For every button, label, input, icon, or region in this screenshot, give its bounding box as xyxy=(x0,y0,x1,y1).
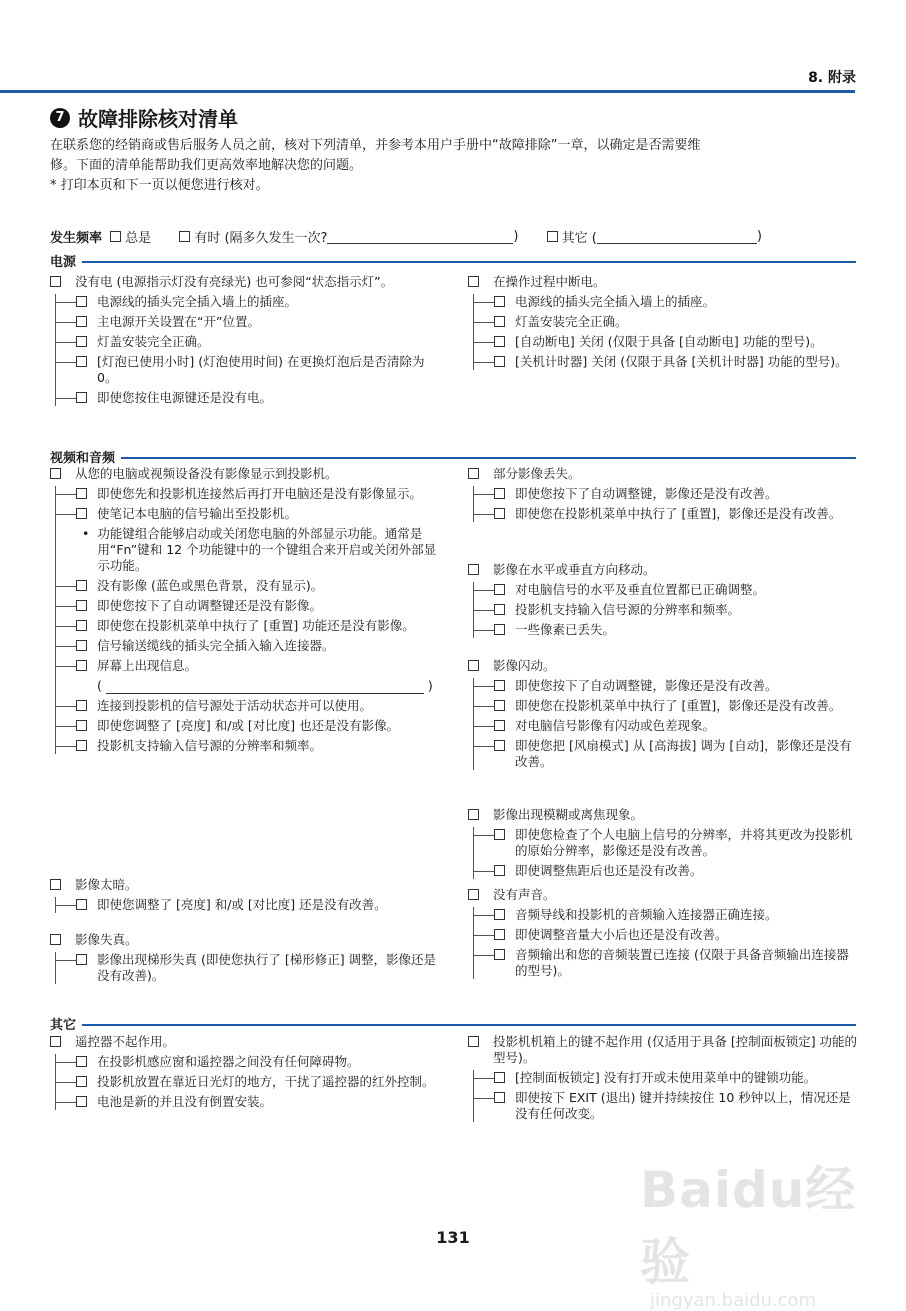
check-item-label: 即使您在投影机菜单中执行了 [重置]，影像还是没有改善。 xyxy=(515,698,842,713)
check-item-label: 即使您调整了 [亮度] 和/或 [对比度] 也还是没有影像。 xyxy=(97,718,400,733)
check-item-label: 主电源开关设置在“开”位置。 xyxy=(97,314,260,329)
section-other-heading xyxy=(50,1014,856,1033)
check-item-label: 即使您按下了自动调整键，影像还是没有改善。 xyxy=(515,678,778,693)
checkbox[interactable] xyxy=(76,954,87,965)
check-item-label: [灯泡已使用小时] (灯泡使用时间) 在更换灯泡后是否清除为 0。 xyxy=(97,354,425,385)
checkbox[interactable] xyxy=(76,1056,87,1067)
checkbox[interactable] xyxy=(494,829,505,840)
checkbox[interactable] xyxy=(76,356,87,367)
check-item-label: 没有电 (电源指示灯没有亮绿光) 也可参阅“状态指示灯”。 xyxy=(75,274,394,289)
page-title-text: 故障排除核对清单 xyxy=(78,107,238,131)
checkbox[interactable] xyxy=(76,600,87,611)
checkbox[interactable] xyxy=(468,1036,479,1047)
checkbox[interactable] xyxy=(468,809,479,820)
video-left-group xyxy=(50,466,445,758)
check-item-label: 投影机放置在靠近日光灯的地方，干扰了遥控器的红外控制。 xyxy=(97,1074,435,1089)
section-rule xyxy=(121,457,856,459)
check-item-label: 即使您按住电源键还是没有电。 xyxy=(97,390,273,405)
section-rule xyxy=(82,261,856,263)
check-item-label: 没有影像 (蓝色或黑色背景，没有显示)。 xyxy=(97,578,324,593)
check-item-label: 即使您先和投影机连接然后再打开电脑还是没有影像显示。 xyxy=(97,486,423,501)
check-item-label: 影像失真。 xyxy=(75,932,138,947)
bullet-icon: • xyxy=(82,526,90,541)
video-right-group-3 xyxy=(468,658,858,774)
check-item-label: 电源线的插头完全插入墙上的插座。 xyxy=(97,294,298,309)
check-item-label: 影像在水平或垂直方向移动。 xyxy=(493,562,656,577)
check-item-label: [控制面板锁定] 没有打开或未使用菜单中的键锁功能。 xyxy=(515,1070,817,1085)
checkbox[interactable] xyxy=(50,276,61,287)
check-item-label: 即使调整焦距后也还是没有改善。 xyxy=(515,863,703,878)
checkbox[interactable] xyxy=(76,508,87,519)
checkbox-other[interactable] xyxy=(547,231,558,242)
section-video-heading xyxy=(50,447,856,466)
check-item-label: 一些像素已丢失。 xyxy=(515,622,616,637)
bullet-text: 功能键组合能够启动或关闭您电脑的外部显示功能。通常是用“Fn”键和 12 个功能键中的一个键组合来开启或关闭外部显示功能。 xyxy=(97,526,437,573)
intro-line: 在联系您的经销商或售后服务人员之前，核对下列清单，并参考本用户手册中“故障排除”一章，以确定是否需要维 xyxy=(50,138,701,153)
check-item-label: 影像出现梯形失真 (即使您执行了 [梯形修正] 调整，影像还是没有改善)。 xyxy=(97,952,437,983)
message-blank[interactable] xyxy=(106,679,424,694)
video-right-group-5 xyxy=(468,887,858,983)
checkbox[interactable] xyxy=(494,584,505,595)
section-rule xyxy=(82,1024,856,1026)
check-item-label: 对电脑信号的水平及垂直位置都已正确调整。 xyxy=(515,582,766,597)
sometimes-blank[interactable] xyxy=(327,229,513,244)
checkbox[interactable] xyxy=(494,700,505,711)
video-dark-group xyxy=(50,877,445,917)
section-title: 其它 xyxy=(50,1018,77,1033)
check-item-label: [自动断电] 关闭 (仅限于具备 [自动断电] 功能的型号)。 xyxy=(515,334,823,349)
power-right-group xyxy=(468,274,858,374)
checkbox[interactable] xyxy=(468,889,479,900)
option-sometimes-label: 有时 (隔多久发生一次? xyxy=(194,231,328,246)
video-right-group-2 xyxy=(468,562,858,642)
checkbox[interactable] xyxy=(468,276,479,287)
checkbox[interactable] xyxy=(494,865,505,876)
checkbox[interactable] xyxy=(76,899,87,910)
page-number: 131 xyxy=(436,1228,470,1247)
checkbox[interactable] xyxy=(494,336,505,347)
checkbox[interactable] xyxy=(76,660,87,671)
check-item-label: 在操作过程中断电。 xyxy=(493,274,606,289)
check-item-label: 影像出现模糊或离焦现象。 xyxy=(493,807,644,822)
message-blank-row xyxy=(97,678,445,694)
other-blank[interactable] xyxy=(597,229,757,244)
checkbox[interactable] xyxy=(494,508,505,519)
check-item-label: 投影机支持输入信号源的分辨率和频率。 xyxy=(97,738,323,753)
check-item-label: 影像太暗。 xyxy=(75,877,138,892)
check-item-label: 在投影机感应窗和遥控器之间没有任何障碍物。 xyxy=(97,1054,360,1069)
checkbox-sometimes[interactable] xyxy=(179,231,190,242)
checkbox[interactable] xyxy=(494,488,505,499)
frequency-row xyxy=(50,227,790,246)
checkbox[interactable] xyxy=(76,336,87,347)
header-rule xyxy=(0,90,855,93)
section-title: 电源 xyxy=(50,255,77,270)
checkbox[interactable] xyxy=(76,580,87,591)
section-number-badge: 7 xyxy=(50,108,70,128)
check-item-label: 灯盖安装完全正确。 xyxy=(97,334,210,349)
check-item-label: 即使您在投影机菜单中执行了 [重置]，影像还是没有改善。 xyxy=(515,506,842,521)
checkbox[interactable] xyxy=(76,640,87,651)
checkbox-always[interactable] xyxy=(110,231,121,242)
option-always-label: 总是 xyxy=(125,231,152,246)
check-item-label: 音频输出和您的音频装置已连接 (仅限于具备音频输出连接器的型号)。 xyxy=(515,947,849,978)
checkbox[interactable] xyxy=(76,720,87,731)
other-right-group xyxy=(468,1034,858,1126)
check-item-label: 即使您调整了 [亮度] 和/或 [对比度] 还是没有改善。 xyxy=(97,897,387,912)
checkbox[interactable] xyxy=(76,316,87,327)
checkbox[interactable] xyxy=(76,392,87,403)
video-right-group-1 xyxy=(468,466,858,526)
paren-close: ) xyxy=(756,229,762,244)
check-item-label: 连接到投影机的信号源处于活动状态并可以使用。 xyxy=(97,698,373,713)
checkbox[interactable] xyxy=(494,740,505,751)
check-item-label: 即使您检查了个人电脑上信号的分辨率，并将其更改为投影机的原始分辨率，影像还是没有改善。 xyxy=(515,827,853,858)
frequency-label: 发生频率 xyxy=(50,231,103,246)
check-item-label: 即使您在投影机菜单中执行了 [重置] 功能还是没有影像。 xyxy=(97,618,415,633)
check-item-label: 即使您按下了自动调整键，影像还是没有改善。 xyxy=(515,486,778,501)
check-item-label: 灯盖安装完全正确。 xyxy=(515,314,628,329)
check-item-label: 从您的电脑或视频设备没有影像显示到投影机。 xyxy=(75,466,338,481)
checkbox[interactable] xyxy=(76,740,87,751)
checkbox[interactable] xyxy=(50,879,61,890)
checkbox[interactable] xyxy=(494,949,505,960)
power-left-group xyxy=(50,274,445,410)
checkbox[interactable] xyxy=(76,700,87,711)
check-item-label: 即使调整音量大小后也还是没有改善。 xyxy=(515,927,728,942)
checkbox[interactable] xyxy=(494,356,505,367)
other-left-group xyxy=(50,1034,445,1114)
check-item-label: 电池是新的并且没有倒置安装。 xyxy=(97,1094,273,1109)
page-title xyxy=(50,103,238,132)
check-item-label: 部分影像丢失。 xyxy=(493,466,581,481)
checkbox[interactable] xyxy=(76,296,87,307)
checkbox[interactable] xyxy=(494,296,505,307)
checkbox[interactable] xyxy=(494,316,505,327)
checkbox[interactable] xyxy=(76,1096,87,1107)
check-item-label: 遥控器不起作用。 xyxy=(75,1034,176,1049)
section-title: 视频和音频 xyxy=(50,451,116,466)
video-distort-group xyxy=(50,932,445,988)
paren-close: ) xyxy=(427,678,433,693)
checkbox[interactable] xyxy=(494,624,505,635)
paren-open: ( xyxy=(97,678,102,693)
checkbox[interactable] xyxy=(494,909,505,920)
check-item-label: 投影机机箱上的键不起作用 (仅适用于具备 [控制面板锁定] 功能的型号)。 xyxy=(493,1034,858,1065)
watermark-brand: Baidu经验 xyxy=(640,1161,857,1291)
check-item-label: 即使您按下了自动调整键还是没有影像。 xyxy=(97,598,323,613)
checkbox[interactable] xyxy=(468,660,479,671)
check-item-label: 使笔记本电脑的信号输出至投影机。 xyxy=(97,506,298,521)
video-right-group-4 xyxy=(468,807,858,883)
checkbox[interactable] xyxy=(468,468,479,479)
checkbox[interactable] xyxy=(50,468,61,479)
check-item-label: 信号输送缆线的插头完全插入输入连接器。 xyxy=(97,638,335,653)
check-item-label: 对电脑信号影像有闪动或色差现象。 xyxy=(515,718,716,733)
check-item-label: 没有声音。 xyxy=(493,887,556,902)
checkbox[interactable] xyxy=(468,564,479,575)
check-item-label: 投影机支持输入信号源的分辨率和频率。 xyxy=(515,602,741,617)
intro-paragraph xyxy=(50,136,858,196)
intro-line: 修。下面的清单能帮助我们更高效率地解决您的问题。 xyxy=(50,158,363,173)
section-power-heading xyxy=(50,251,856,270)
check-item-label: [关机计时器] 关闭 (仅限于具备 [关机计时器] 功能的型号)。 xyxy=(515,354,848,369)
checkbox[interactable] xyxy=(494,1092,505,1103)
checkbox[interactable] xyxy=(50,1036,61,1047)
check-item-label: 音频导线和投影机的音频输入连接器正确连接。 xyxy=(515,907,778,922)
watermark-url: jingyan.baidu.com xyxy=(650,1290,817,1311)
check-item-label: 电源线的插头完全插入墙上的插座。 xyxy=(515,294,716,309)
check-item-label: 屏幕上出现信息。 xyxy=(97,658,198,673)
check-item-label: 影像闪动。 xyxy=(493,658,556,673)
checkbox[interactable] xyxy=(494,604,505,615)
checkbox[interactable] xyxy=(494,1072,505,1083)
option-other-label: 其它 ( xyxy=(561,231,597,246)
checkbox[interactable] xyxy=(494,929,505,940)
check-item-label: 即使您把 [风扇模式] 从 [高海拔] 调为 [自动]，影像还是没有改善。 xyxy=(515,738,852,769)
intro-note: * 打印本页和下一页以便您进行核对。 xyxy=(50,178,269,193)
checkbox[interactable] xyxy=(76,620,87,631)
checkbox[interactable] xyxy=(494,720,505,731)
check-item-label: 即使按下 EXIT (退出) 键并持续按住 10 秒钟以上，情况还是没有任何改变。 xyxy=(515,1090,851,1121)
checkbox[interactable] xyxy=(494,680,505,691)
chapter-label: 8. 附录 xyxy=(808,70,856,86)
checkbox[interactable] xyxy=(50,934,61,945)
paren-close: ) xyxy=(513,229,519,244)
checkbox[interactable] xyxy=(76,488,87,499)
checkbox[interactable] xyxy=(76,1076,87,1087)
